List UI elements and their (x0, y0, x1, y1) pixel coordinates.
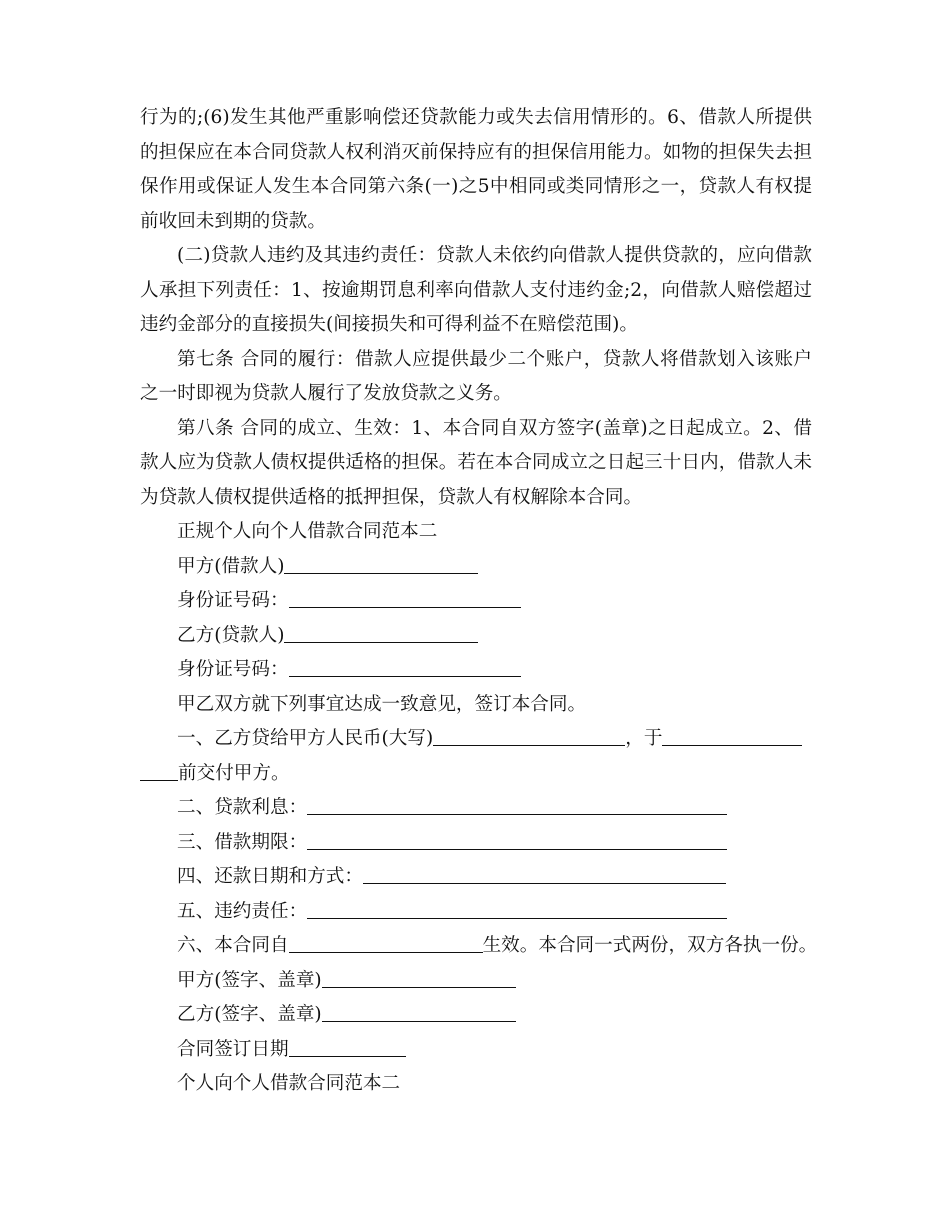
item-4-label: 四、还款日期和方式： (177, 866, 363, 887)
sign-date-label: 合同签订日期 (177, 1038, 289, 1060)
amount-blank[interactable] (433, 725, 625, 746)
paragraph-article-7: 第七条 合同的履行：借款人应提供最少二个账户，贷款人将借款划入该账户之一时即视为贷款人履行了发放贷款之义务。 (140, 348, 812, 404)
item-1-tail: 前交付甲方。 (178, 762, 290, 784)
id-b-label: 身份证号码： (177, 659, 289, 680)
sign-a-line (140, 964, 812, 999)
sign-b-line (140, 998, 812, 1033)
item-4-line (140, 860, 812, 895)
item-3-line (140, 826, 812, 861)
sign-a-label: 甲方(签字、盖章) (177, 969, 322, 991)
liability-blank[interactable] (307, 898, 727, 919)
delivery-date-blank[interactable] (662, 725, 802, 746)
id-a-label: 身份证号码： (177, 590, 289, 611)
id-b-line (140, 653, 812, 688)
item-1-label: 一、乙方贷给甲方人民币(大写) (177, 728, 434, 749)
item-6-line (140, 929, 818, 964)
paragraph-lender-breach: (二)贷款人违约及其违约责任：贷款人未依约向借款人提供贷款的，应向借款人承担下列责任：1、按逾期罚息利率向借款人支付违约金;2，向借款人赔偿超过违约金部分的直接损失(间接损失和可得利益不在赔偿范围)。 (140, 245, 812, 335)
party-a-label: 甲方(借款人) (177, 555, 285, 577)
paragraph-breach-clause: 行为的;(6)发生其他严重影响偿还贷款能力或失去信用情形的。6、借款人所提供的担保应在本合同贷款人权利消灭前保持应有的担保信用能力。如物的担保失去担保作用或保证人发生本合同第六条(一)之5中相同或类同情形之一，贷款人有权提前收回未到期的贷款。 (140, 107, 812, 232)
id-a-line (140, 584, 812, 619)
item-2-line (140, 791, 812, 826)
effective-date-blank[interactable] (289, 932, 483, 953)
item-1-connector: ，于 (625, 728, 663, 749)
sign-b-label: 乙方(签字、盖章) (177, 1004, 322, 1025)
id-a-blank[interactable] (289, 587, 521, 608)
repayment-blank[interactable] (363, 863, 726, 884)
item-6-tail: 生效。本合同一式两份，双方各执一份。 (482, 935, 818, 956)
item-3-label: 三、借款期限： (177, 831, 308, 853)
footer-title: 个人向个人借款合同范本二 (177, 1073, 401, 1094)
party-b-blank[interactable] (284, 622, 478, 643)
delivery-date-blank-cont[interactable] (140, 760, 178, 781)
item-5-line (140, 895, 812, 930)
term-blank[interactable] (307, 829, 727, 850)
paragraph-article-8: 第八条 合同的成立、生效：1、本合同自双方签字(盖章)之日起成立。2、借款人应为贷款人债权提供适格的担保。若在本合同成立之日起三十日内，借款人未为贷款人债权提供适格的抵押担保，贷款人有权解除本合同。 (140, 417, 812, 508)
sign-date-line (140, 1033, 812, 1068)
sign-a-blank[interactable] (322, 967, 516, 988)
item-6-label: 六、本合同自 (177, 935, 289, 956)
sign-date-blank[interactable] (289, 1036, 406, 1057)
agreement-statement: 甲乙双方就下列事宜达成一致意见，签订本合同。 (177, 693, 587, 715)
document-page (140, 101, 818, 1102)
item-1-line (140, 722, 812, 757)
item-1-continuation (140, 757, 812, 792)
item-2-label: 二、贷款利息： (177, 797, 308, 818)
party-a-line (140, 550, 812, 585)
contract-title-2: 正规个人向个人借款合同范本二 (177, 521, 438, 542)
id-b-blank[interactable] (289, 656, 521, 677)
party-a-blank[interactable] (284, 553, 478, 574)
interest-blank[interactable] (307, 794, 727, 815)
sign-b-blank[interactable] (322, 1001, 516, 1022)
item-5-label: 五、违约责任： (177, 900, 308, 922)
party-b-label: 乙方(贷款人) (177, 624, 285, 646)
party-b-line (140, 619, 812, 654)
